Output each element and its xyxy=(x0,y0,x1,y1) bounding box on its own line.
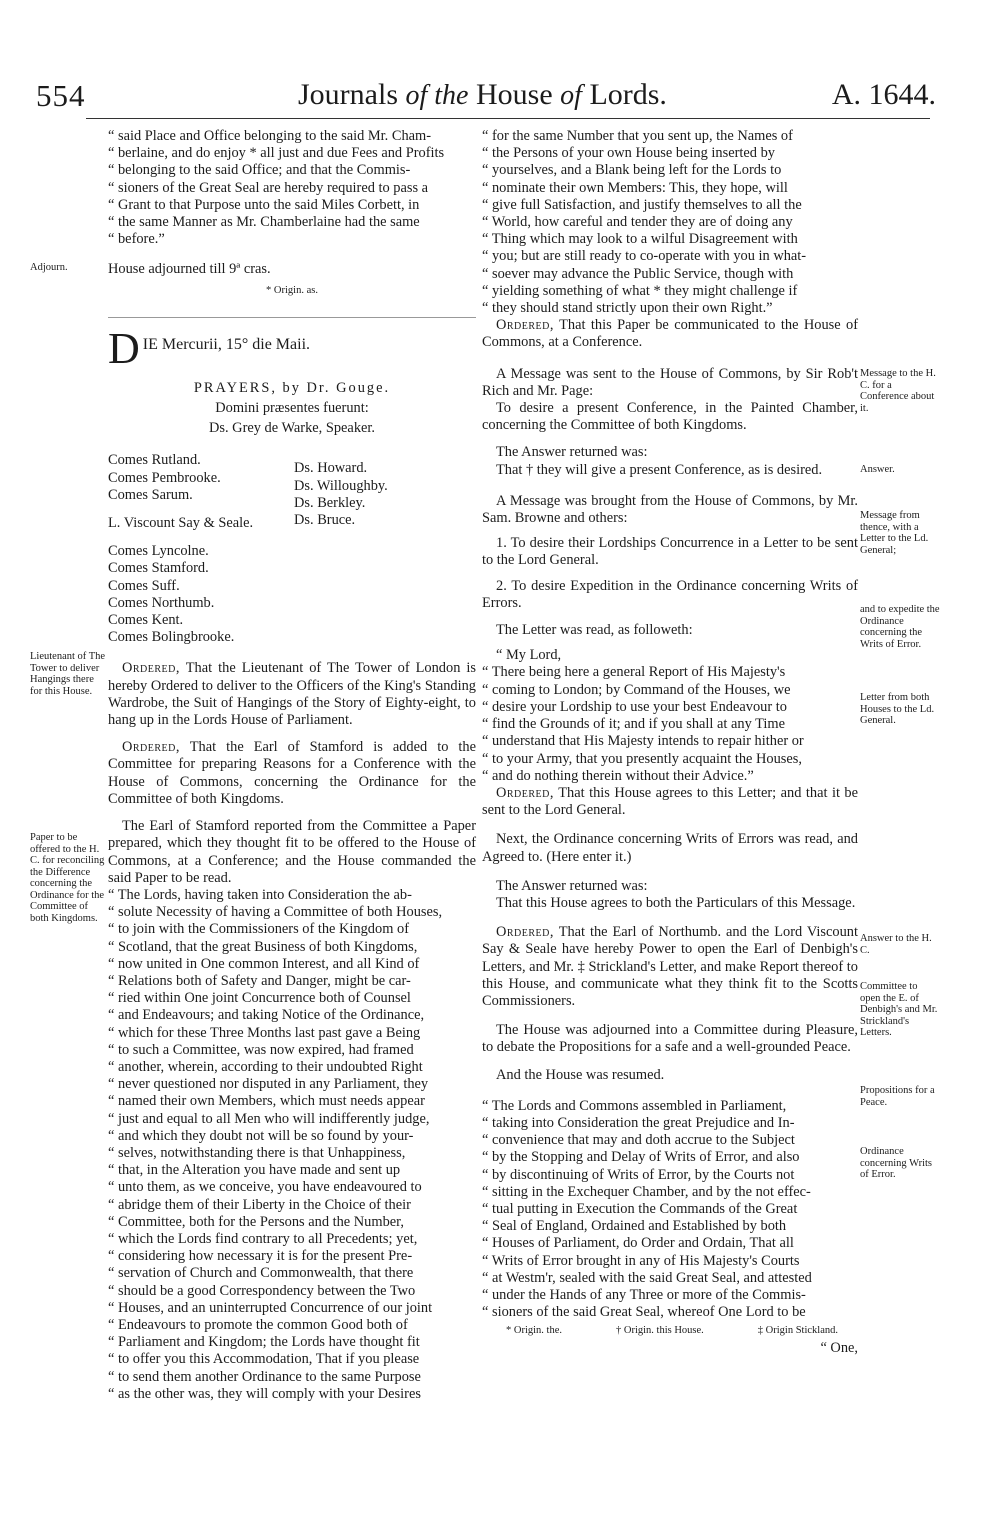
text-line: “ unto them, as we conceive, you have endeavoured to xyxy=(108,1179,422,1196)
text-line: “ give full Satisfaction, and justify themselves to all the xyxy=(482,196,802,213)
message-purpose: To desire a present Conference, in the Painted Chamber, concerning the Committee of both Kingdoms. xyxy=(482,400,858,434)
lord-entry: Comes Kent. xyxy=(108,612,184,629)
margin-note-letter: Letter from both Houses to the Ld. General. xyxy=(860,692,935,726)
lord-entry: Comes Bolingbrooke. xyxy=(108,629,235,646)
text-line: “ yourselves, and a Blank being left for the Lords to xyxy=(482,162,782,179)
footnote: † Origin. this House. xyxy=(616,1325,704,1337)
lord-entry: Ds. Bruce. xyxy=(294,512,356,529)
message-item-1: 1. To desire their Lordships Concurrence in a Letter to be sent to the Lord General. xyxy=(482,535,858,569)
lord-entry: Comes Pembrooke. xyxy=(108,469,221,486)
margin-note-answer-hc: Answer to the H. C. xyxy=(860,933,932,956)
text-line: “ should be a good Correspondency between the Two xyxy=(108,1282,416,1299)
letter-salutation: “ My Lord, xyxy=(496,647,562,664)
text-line: “ berlaine, and do enjoy * all just and due Fees and Profits xyxy=(108,145,445,162)
header-rule xyxy=(86,118,930,119)
text-line: “ Scotland, that the great Business of both Kingdoms, xyxy=(108,938,418,955)
lord-entry: L. Viscount Say & Seale. xyxy=(108,515,254,532)
text-line: “ another, wherein, according to their undoubted Right xyxy=(108,1058,423,1075)
text-line: “ the same Manner as Mr. Chamberlaine had the same xyxy=(108,214,420,231)
text-line: “ belonging to the said Office; and that the Commis- xyxy=(108,162,411,179)
ordinance-text xyxy=(482,1098,858,1322)
text-line: “ Writs of Error brought in any of His Majesty's Courts xyxy=(482,1252,800,1269)
message-to-commons: A Message was sent to the House of Commons, by Sir Rob't Rich and Mr. Page: xyxy=(482,365,858,399)
text-line: “ said Place and Office belonging to the said Mr. Cham- xyxy=(108,128,432,144)
text-line: “ convenience that may and doth accrue to the Subject xyxy=(482,1132,795,1149)
text-line: “ and do nothing therein without their Advice.” xyxy=(482,767,754,784)
lord-entry: Ds. Willoughby. xyxy=(294,477,388,494)
text-line: “ you; but are still ready to co-operate with you in what- xyxy=(482,248,807,265)
lord-entry: Comes Rutland. xyxy=(108,452,201,469)
text-line: “ tual putting in Execution the Commands of the Great xyxy=(482,1200,798,1217)
text-line: “ understand that His Majesty intends to repair hither or xyxy=(482,733,804,750)
paper-text xyxy=(108,887,476,1403)
text-line: “ Houses, and an uninterrupted Concurrence of our joint xyxy=(108,1299,433,1316)
right-column xyxy=(482,128,858,1357)
text-line: “ Houses of Parliament, do Order and Ordain, That all xyxy=(482,1235,794,1252)
text-line: “ to join with the Commissioners of the Kingdom of xyxy=(108,921,409,938)
tower-order: Ordered, That the Lieutenant of The Tower of London is hereby Ordered to deliver to the Officers of the King's Standing Wardrobe, the Suit of Hangings of the Story of Eighty-eight, to hang up in the Lords House of Parliament. xyxy=(108,660,476,729)
message-from-commons: A Message was brought from the House of Commons, by Mr. Sam. Browne and others: xyxy=(482,492,858,527)
text-line: “ ried within One joint Concurrence both of Counsel xyxy=(108,990,411,1007)
text-line: “ before.” xyxy=(108,231,165,248)
text-line: “ Endeavours to promote the common Good both of xyxy=(108,1316,408,1333)
catchword: “ One, xyxy=(820,1339,858,1356)
text-line: “ desire your Lordship to use your best Endeavour to xyxy=(482,698,787,715)
text-line: “ Seal of England, Ordained and Established by both xyxy=(482,1218,787,1235)
text-line: “ servation of Church and Commonwealth, that there xyxy=(108,1265,414,1282)
text-line: “ The Lords and Commons assembled in Parliament, xyxy=(482,1097,787,1114)
text-line: “ considering how necessary it is for the present Pre- xyxy=(108,1248,413,1265)
text-line: “ for the same Number that you sent up, the Names of xyxy=(482,128,793,144)
text-line: “ that, in the Alteration you have made and sent up xyxy=(108,1162,401,1179)
lords-present-list xyxy=(108,452,476,646)
text-line: “ sioners of the said Great Seal, whereof One Lord to be xyxy=(482,1304,806,1321)
text-line: “ nominate their own Members: This, they hope, will xyxy=(482,179,788,196)
running-title xyxy=(298,78,667,112)
ordered-label: Ordered, xyxy=(496,317,554,334)
text-line: “ soever may advance the Public Service, though with xyxy=(482,265,794,282)
ordered-label: Ordered, xyxy=(122,660,180,677)
text-line: “ Committee, both for the Persons and the Number, xyxy=(108,1213,404,1230)
ordered-label: Ordered, xyxy=(496,924,554,941)
lord-entry: Comes Lyncolne. xyxy=(108,543,209,560)
text-line: “ at Westm'r, sealed with the said Great Seal, and attested xyxy=(482,1269,812,1286)
text-line: “ solute Necessity of having a Committee of both Houses, xyxy=(108,904,443,921)
text-line: “ World, how careful and tender they are of doing any xyxy=(482,214,793,231)
left-column xyxy=(108,128,476,1403)
text-line: “ yielding something of what * they might challenge if xyxy=(482,282,798,299)
margin-note-tower: Lieutenant of The Tower to deliver Hangings there for this House. xyxy=(30,651,106,697)
speaker-line: Ds. Grey de Warke, Speaker. xyxy=(208,420,375,437)
text-line: “ taking into Consideration the great Prejudice and In- xyxy=(482,1114,795,1131)
title-journals: Journals xyxy=(298,78,398,111)
text-line: “ There being here a general Report of His Majesty's xyxy=(482,664,786,681)
text-line: “ Thing which may look to a wilful Disagreement with xyxy=(482,231,798,248)
text-line: “ The Lords, having taken into Consideration the ab- xyxy=(108,886,412,903)
resumed-text: And the House was resumed. xyxy=(496,1066,665,1083)
letter-order: Ordered, That this House agrees to this Letter; and that it be sent to the Lord General. xyxy=(482,784,859,819)
paper-order: Ordered, That this Paper be communicated to the House of Commons, at a Conference. xyxy=(482,317,858,351)
text-line: “ under the Hands of any Three or more of the Commis- xyxy=(482,1286,806,1303)
text-line: “ now united in One common Interest, and all Kind of xyxy=(108,955,420,972)
text-line: “ find the Grounds of it; and if you shall at any Time xyxy=(482,716,785,733)
text-line: “ and Endeavours; and taking Notice of the Ordinance, xyxy=(108,1007,425,1024)
adjourn-footnote: * Origin. as. xyxy=(266,284,318,296)
text-line: “ to send them another Ordinance to the same Purpose xyxy=(108,1368,421,1385)
text-line: “ selves, notwithstanding there is that Unhappiness, xyxy=(108,1144,406,1161)
ordered-label: Ordered, xyxy=(122,739,180,756)
lord-entry: Ds. Berkley. xyxy=(294,494,366,511)
ordered-label: Ordered, xyxy=(496,784,554,801)
margin-note-message-to: Message to the H. C. for a Conference about it. xyxy=(860,368,936,414)
message-item-2: 2. To desire Expedition in the Ordinance concerning Writs of Errors. xyxy=(482,577,858,611)
text-line: “ which the Lords find contrary to all Precedents; yet, xyxy=(108,1230,418,1247)
answer-intro: The Answer returned was: xyxy=(496,444,648,461)
title-house: House xyxy=(476,78,553,111)
text-line: “ just and equal to all Men who will indifferently judge, xyxy=(108,1110,430,1127)
text-line: “ named their own Members, which must needs appear xyxy=(108,1093,425,1110)
paper-continuation xyxy=(482,128,858,317)
text-line: “ which for these Three Months last past gave a Being xyxy=(108,1024,421,1041)
text-line: “ sioners of the Great Seal are hereby required to pass a xyxy=(108,179,429,196)
margin-note-ordinance: Ordinance concerning Writs of Error. xyxy=(860,1146,932,1180)
text-line: “ as the other was, they will comply with your Desires xyxy=(108,1385,421,1402)
letter-intro: The Letter was read, as followeth: xyxy=(496,622,693,639)
margin-note-adjourn: Adjourn. xyxy=(30,262,68,273)
margin-note-expedite: and to expedite the Ordinance concerning the Writs of Error. xyxy=(860,604,940,650)
letters-order: Ordered, That the Earl of Northumb. and the Lord Viscount Say & Seale have hereby Power to open the Earl of Denbigh's Letters, and Mr. ‡ Strickland's Letter, and make Report thereof to this House, and communicate what they think fit to the Scotts Commissioners. xyxy=(482,924,858,1009)
text-line: “ by discontinuing of Writs of Error, by the Courts not xyxy=(482,1166,795,1183)
text-line: “ to such a Committee, was now expired, had framed xyxy=(108,1041,414,1058)
text-line: “ sitting in the Exchequer Chamber, and by the not effec- xyxy=(482,1183,811,1200)
letter-text xyxy=(482,664,858,784)
margin-note-paper: Paper to be offered to the H. C. for reconciling the Difference concerning the Ordinance for the Committee of both Kingdoms. xyxy=(30,832,105,924)
ordinance-agreed: Next, the Ordinance concerning Writs of Errors was read, and Agreed to. (Here enter it.) xyxy=(482,831,858,865)
text-line: “ coming to London; by Command of the Houses, we xyxy=(482,681,791,698)
title-of: of xyxy=(560,80,582,111)
text-line: “ Grant to that Purpose unto the said Miles Corbett, in xyxy=(108,196,420,213)
opening-quote xyxy=(108,128,476,248)
page-number: 554 xyxy=(36,78,86,113)
lord-entry: Comes Suff. xyxy=(108,577,180,594)
text-line: “ the Persons of your own House being inserted by xyxy=(482,145,775,162)
text-line: “ to offer you this Accommodation, That if you please xyxy=(108,1351,420,1368)
drop-cap: D xyxy=(108,323,140,368)
text-line: “ and which they doubt not will be so found by your- xyxy=(108,1127,414,1144)
date-heading: IE Mercurii, 15° die Maii. xyxy=(142,335,311,353)
stamford-report: The Earl of Stamford reported from the Committee a Paper prepared, which they thought fit to be offered to the House of Commons, at a Conference; and the House commanded the said Paper to be read. xyxy=(108,818,476,886)
title-of-the: of the xyxy=(405,80,469,111)
text-line: “ by the Stopping and Delay of Writs of Error, and also xyxy=(482,1149,800,1166)
lord-entry: Ds. Howard. xyxy=(294,460,368,477)
answer-text: That † they will give a present Conference, as is desired. xyxy=(496,461,823,478)
lord-entry: Comes Northumb. xyxy=(108,594,215,611)
page-header xyxy=(36,78,936,118)
text-line: “ never questioned nor disputed in any Parliament, they xyxy=(108,1076,429,1093)
year-label: A. 1644. xyxy=(831,78,936,111)
text-line: “ abridge them of their Liberty in the Choice of their xyxy=(108,1196,411,1213)
margin-note-propositions: Propositions for a Peace. xyxy=(860,1085,935,1108)
text-line: “ Parliament and Kingdom; the Lords have thought fit xyxy=(108,1334,420,1351)
margin-note-message-from: Message from thence, with a Letter to the Ld. General; xyxy=(860,510,929,556)
margin-note-committee-open: Committee to open the E. of Denbigh's and Mr. Strickland's Letters. xyxy=(860,981,938,1038)
text-line: “ they should stand strictly upon their own Right.” xyxy=(482,300,773,317)
prayers-line: PRAYERS, by Dr. Gouge. xyxy=(193,379,391,396)
answer-text-2: That this House agrees to both the Particulars of this Message. xyxy=(496,894,856,911)
date-block xyxy=(108,317,476,368)
stamford-order: Ordered, That the Earl of Stamford is added to the Committee for preparing Reasons for a Conference with the House of Commons, concerning the Ordinance for the Committee of both Kingdoms. xyxy=(108,739,476,807)
footnote: * Origin. the. xyxy=(506,1325,562,1337)
lord-entry: Comes Stamford. xyxy=(108,560,209,577)
text-line: “ to your Army, that you presently acquaint the Houses, xyxy=(482,750,802,767)
margin-note-answer: Answer. xyxy=(860,464,895,475)
answer-intro-2: The Answer returned was: xyxy=(496,877,648,894)
footnotes xyxy=(482,1322,858,1339)
committee-text: The House was adjourned into a Committee during Pleasure, to debate the Propositions for a safe and a well-grounded Peace. xyxy=(482,1022,858,1056)
text-line: “ Relations both of Safety and Danger, might be car- xyxy=(108,972,411,989)
present-line: Domini præsentes fuerunt: xyxy=(215,400,369,417)
title-lords: Lords. xyxy=(589,78,667,111)
lord-entry: Comes Sarum. xyxy=(108,486,193,503)
adjourn-text: House adjourned till 9ª cras. xyxy=(108,261,271,278)
footnote: ‡ Origin Stickland. xyxy=(757,1325,838,1337)
